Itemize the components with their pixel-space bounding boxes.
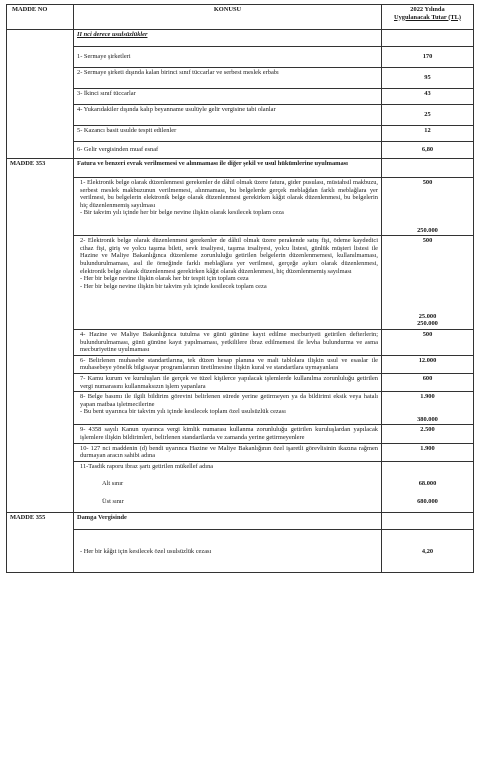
table-row <box>7 126 474 142</box>
penalty-table <box>6 4 474 573</box>
table-row <box>7 89 474 105</box>
row-4-text: 4- Hazine ve Maliye Bakanlığınca tutulma ve günü gününe kayıt edilme mecburiyeti getirilen defterlerin; bulundurulmaması, günü gününe kayıt yapılmaması, yetkililere ibraz edilmemesi ile levha bulundurma ve asma mecburiyetine uyulmaması <box>74 329 382 355</box>
row-10-text: 10- 127 nci maddenin (d) bendi uyarınca Hazine ve Maliye Bakanlığının özel işaretli görevlisinin ikazına rağmen durmayan aracın sahibi adına <box>74 443 382 461</box>
row-2-text: 2- Elektronik belge olarak düzenlenmesi gerekenler de dâhil olmak üzere perakende satış fişi, ödeme kaydedici cihaz fişi, giriş ve yolcu taşıma bileti, sevk irsaliyesi, taşıma irsaliyesi, yolcu listesi, günlük müşteri listesi ile Hazine ve Maliye Bakanlığınca düzenleme zorunluluğu getirilen belgelerin düzenlenmemesi, kullanılmaması, bulundurulmaması, asıl ile örneğinde farklı meblağlara yer verilmesi, gerçeğe aykırı olarak düzenlenmesi, elektronik belge olarak düzenlenmesi gerekirken kâğıt olarak düzenlenmesi, hiç düzenlenmemiş sayılması <box>80 237 378 275</box>
row-amount <box>382 236 474 330</box>
row-6-amount: 12.000 <box>382 355 474 373</box>
row-11-text: 11-Tasdik raporu ibraz şartı getirilen mükellef adına <box>80 462 214 470</box>
row-amount: 170 <box>382 47 474 68</box>
row-2-amount: 500 <box>422 237 433 245</box>
madde-355-label: MADDE 355 <box>7 513 74 573</box>
row-8-sub-amount: 380.000 <box>417 415 438 423</box>
row-amount: 6,80 <box>382 142 474 159</box>
row-text: 5- Kazancı basit usulde tespit edilenler <box>74 126 382 142</box>
table-row <box>7 236 474 330</box>
row-amount: 25 <box>382 105 474 126</box>
madde-355-sub-amount: 4,20 <box>382 530 474 573</box>
row-2-sub1-amount: 25.000 <box>418 312 437 320</box>
row-10-amount: 1.900 <box>382 443 474 461</box>
row-2-sub2-amount: 250.000 <box>417 320 438 328</box>
table-row <box>7 30 474 47</box>
row-amount <box>382 461 474 513</box>
row-text <box>74 236 382 330</box>
row-7-amount: 600 <box>382 373 474 391</box>
table-row <box>7 425 474 443</box>
header-row <box>7 5 474 30</box>
row-8-text: 8- Belge basımı ile ilgili bildirim görevini belirlenen sürede yerine getirmeyen ya da bildirimi eksik veya hatalı yapan matbaa işletmecilerine <box>80 393 378 408</box>
table-row <box>7 105 474 126</box>
row-6-text: 6- Belirlenen muhasebe standartlarına, tek düzen hesap planına ve mali tablolara ilişkin usul ve esaslar ile muhasebeye yönelik bilgisayar programlarının üretilmesine ilişkin kural ve standartlara uymayanlara <box>74 355 382 373</box>
table-row <box>7 373 474 391</box>
table-row <box>7 355 474 373</box>
row-9-amount: 2.500 <box>382 425 474 443</box>
row-11-alt-amount: 68.000 <box>418 480 437 488</box>
row-1-text: 1- Elektronik belge olarak düzenlenmesi gerekenler de dâhil olmak üzere fatura, gider pusulası, müstahsil makbuzu, serbest meslek makbuzunun verilmemesi, alınmaması, bu belgelerde gerçek meblağdan farklı meblağlara yer verilmesi, bu belgelerin elektronik belge olarak düzenlenmesi gerekirken kâğıt olarak düzenlenmesi, bu belgelerin hiç düzenlenmemiş sayılması <box>80 179 378 209</box>
row-amount: 95 <box>382 68 474 89</box>
row-amount <box>382 392 474 425</box>
row-text: 6- Gelir vergisinden muaf esnaf <box>74 142 382 159</box>
row-text: 2- Sermaye şirketi dışında kalan birinci sınıf tüccarlar ve serbest meslek erbabı <box>74 68 382 89</box>
row-text: 1- Sermaye şirketleri <box>74 47 382 68</box>
row-11-ust: Üst sınır <box>102 497 124 505</box>
row-1-sub-amount: 250.000 <box>417 226 438 234</box>
table-row <box>7 142 474 159</box>
section-title <box>74 30 382 47</box>
row-text <box>74 178 382 236</box>
row-2-sub1: - Her bir belge nevine ilişkin olarak her bir tespit için toplam ceza <box>80 275 249 283</box>
table-row <box>7 47 474 68</box>
row-text <box>74 392 382 425</box>
row-text <box>74 461 382 513</box>
row-7-text: 7- Kamu kurum ve kuruluşları ile gerçek ve tüzel kişilerce yapılacak işlemlerde kullanılma zorunluluğu getirilen vergi numarasını kullanmaksızın işlem yapanlara <box>74 373 382 391</box>
header-madde-no: MADDE NO <box>7 5 74 30</box>
table-row <box>7 443 474 461</box>
row-8-sub: - Bu bent uyarınca bir takvim yılı içinde kesilecek toplam özel usulsüzlük cezası <box>80 408 286 416</box>
madde-355-title: Damga Vergisinde <box>74 513 382 530</box>
row-amount <box>382 178 474 236</box>
row-1-sub: - Bir takvim yılı içinde her bir belge nevine ilişkin olarak kesilecek toplam ceza <box>80 209 284 217</box>
table-row <box>7 178 474 236</box>
row-1-amount: 500 <box>422 179 433 186</box>
table-row <box>7 159 474 178</box>
row-text: 3- İkinci sınıf tüccarlar <box>74 89 382 105</box>
section-ii-title: II nci derece usulsüzlükler <box>77 31 148 38</box>
row-11-ust-amount: 680.000 <box>417 497 438 505</box>
row-amount: 43 <box>382 89 474 105</box>
madde-355-sub: - Her bir kâğıt için kesilecek özel usulsüzlük cezası <box>74 530 382 573</box>
row-9-text: 9- 4358 sayılı Kanun uyarınca vergi kimlik numarası kullanma zorunluluğu getirilen kuruluşlardan yapılacak işlemlere ilişkin bildirimleri, belirlenen standartlarda ve zamanda yerine getirmeyenlere <box>74 425 382 443</box>
row-2-sub2: - Her bir belge nevine ilişkin bir takvim yılı içinde kesilecek toplam ceza <box>80 282 267 290</box>
table-row <box>7 392 474 425</box>
header-tutar-line1: 2022 Yılında <box>410 6 445 13</box>
table-row <box>7 461 474 513</box>
table-row <box>7 530 474 573</box>
table-row <box>7 513 474 530</box>
table-row <box>7 329 474 355</box>
row-4-amount: 500 <box>382 329 474 355</box>
row-amount: 12 <box>382 126 474 142</box>
table-row <box>7 68 474 89</box>
madde-353-title: Fatura ve benzeri evrak verilmemesi ve alınmaması ile diğer şekil ve usul hükümlerine uyulmaması <box>74 159 382 178</box>
row-text: 4- Yukarıdakiler dışında kalıp beyanname usulüyle gelir vergisine tabi olanlar <box>74 105 382 126</box>
header-tutar <box>382 5 474 30</box>
row-8-amount: 1.900 <box>420 393 435 401</box>
header-konusu: KONUSU <box>74 5 382 30</box>
row-11-alt: Alt sınır <box>102 480 124 488</box>
header-tutar-line2: Uygulanacak Tutar (TL) <box>393 13 461 21</box>
madde-353-label: MADDE 353 <box>7 159 74 513</box>
madde-cell-empty <box>7 30 74 159</box>
